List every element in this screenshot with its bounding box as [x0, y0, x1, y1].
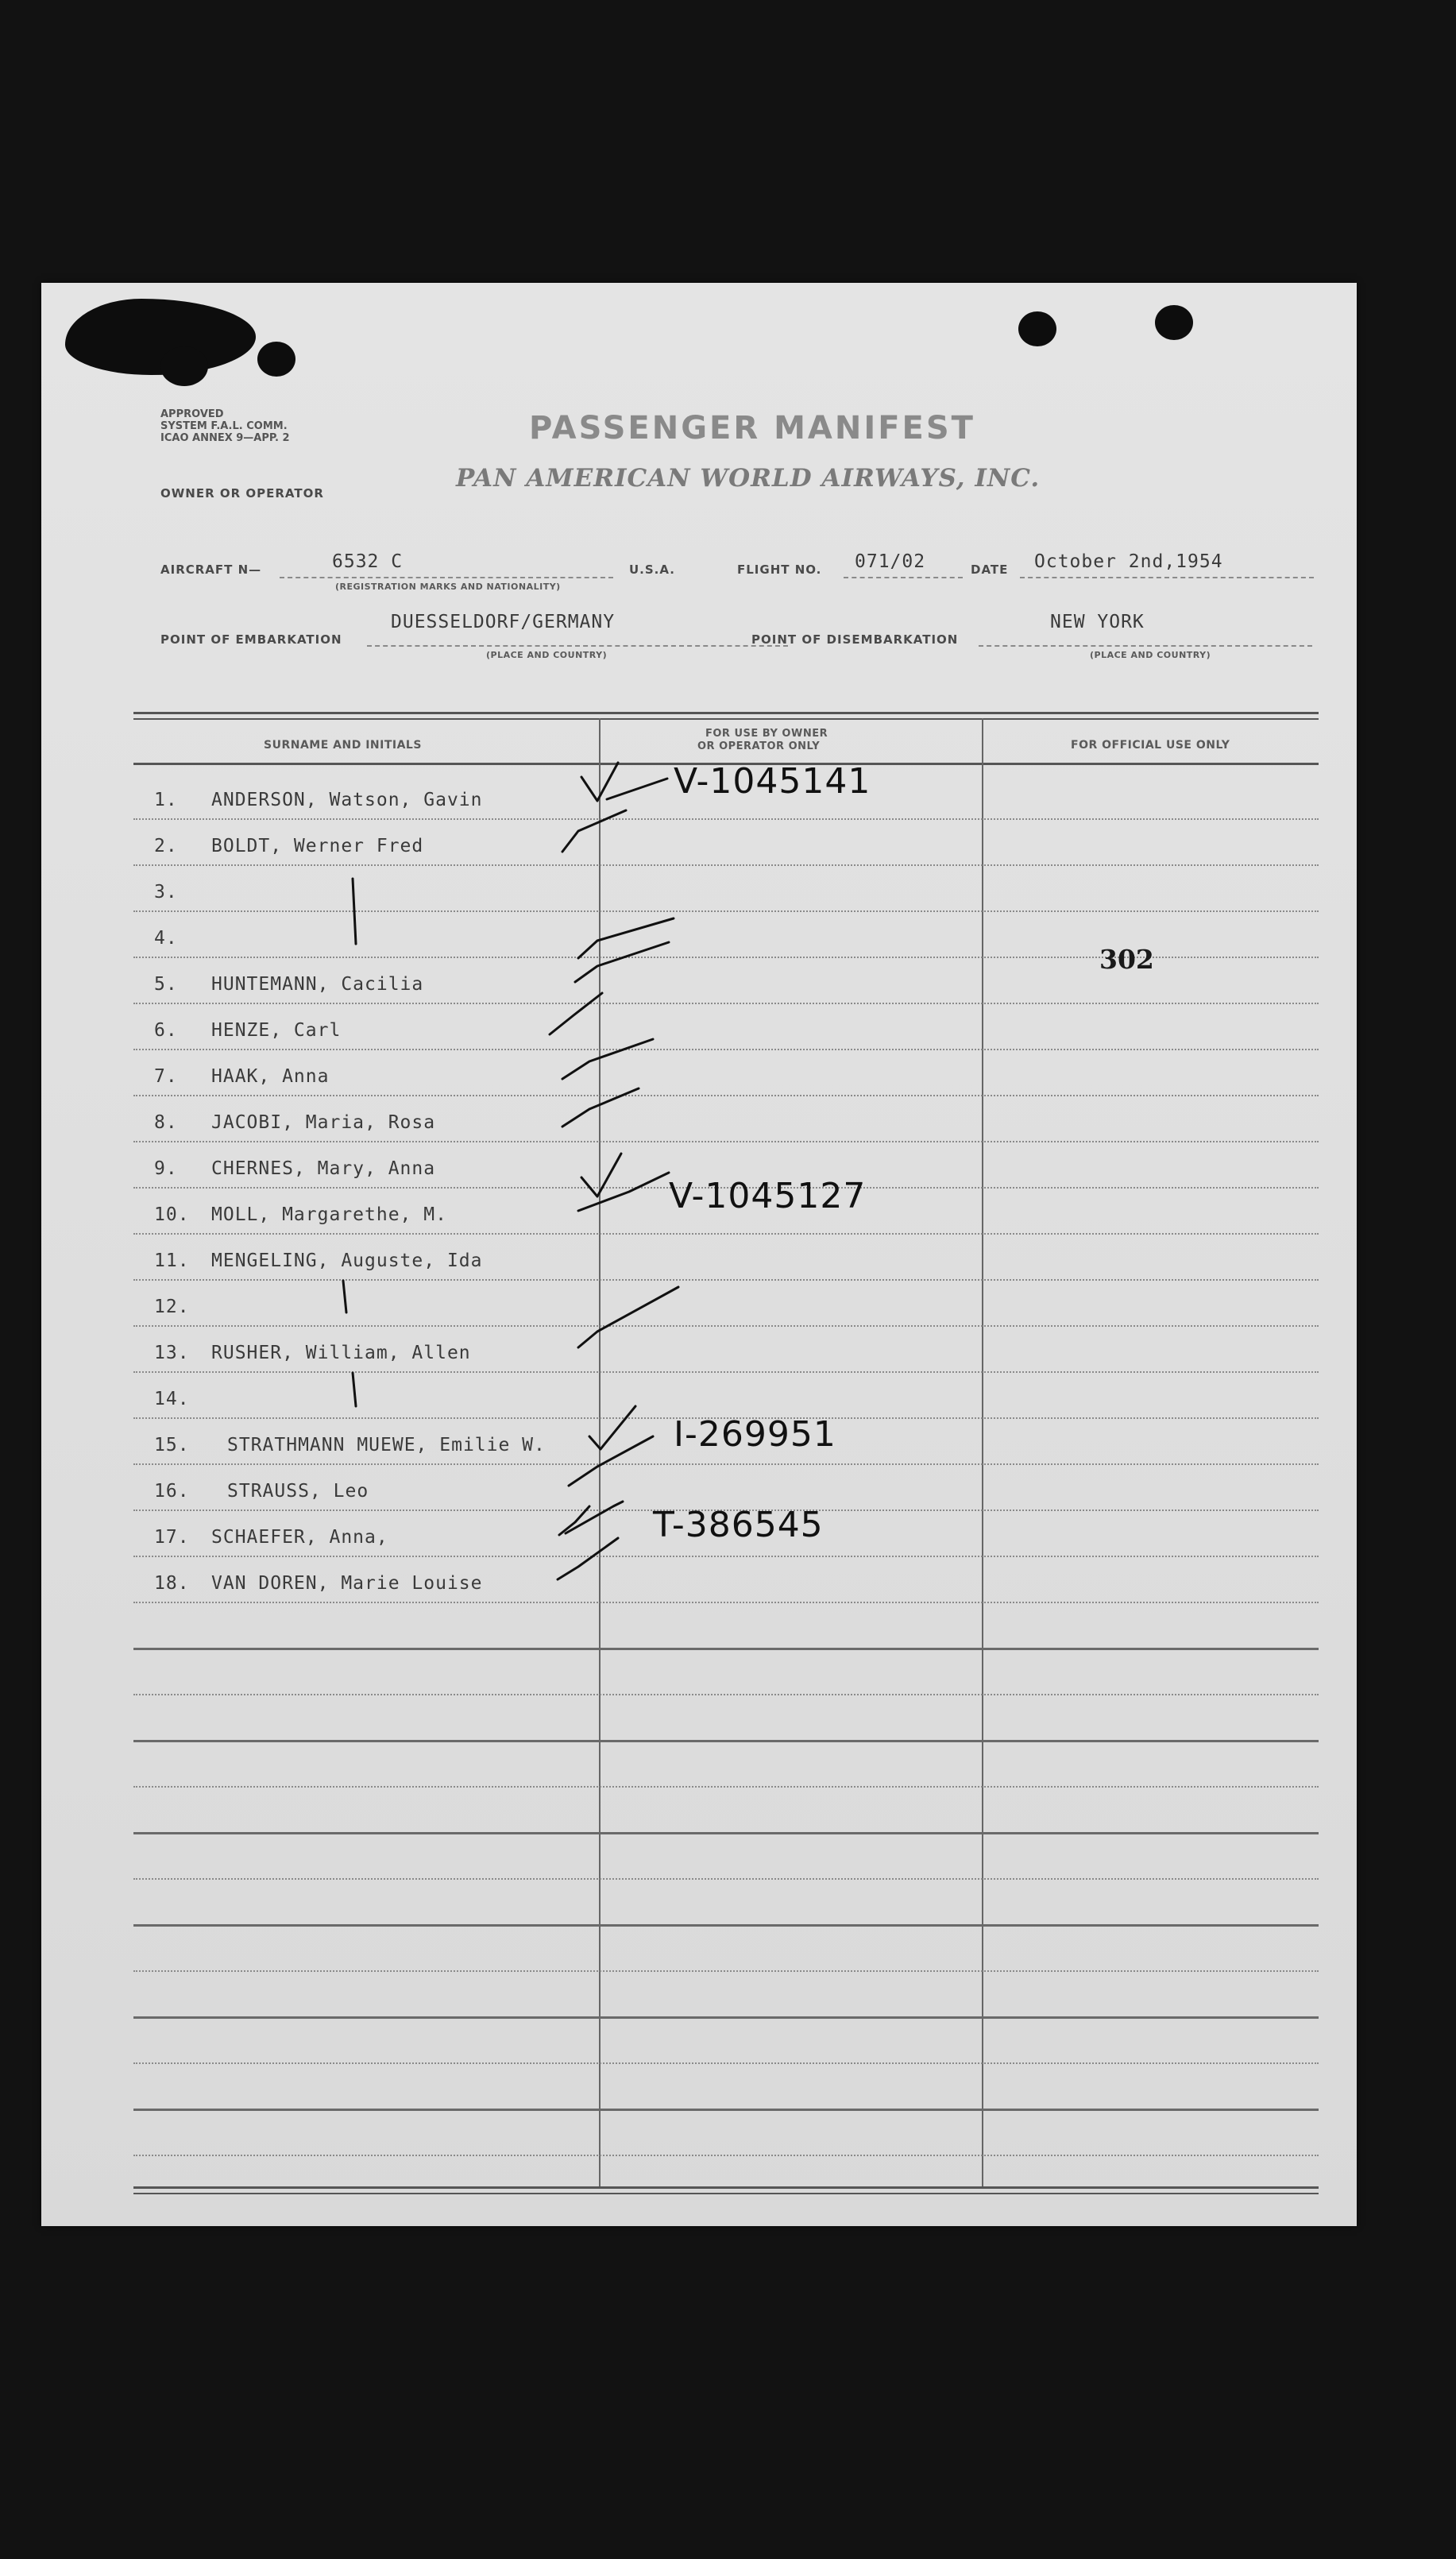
form-title: PASSENGER MANIFEST [529, 410, 975, 446]
checkmark [581, 763, 667, 801]
embarkation-caption: (PLACE AND COUNTRY) [486, 650, 608, 660]
row-number: 8. [154, 1112, 178, 1133]
checkmark [558, 1538, 618, 1579]
manifest-sheet [41, 283, 1357, 2226]
approval-line: ICAO ANNEX 9—APP. 2 [160, 432, 290, 444]
aircraft-value: 6532 C [332, 551, 404, 572]
row-number: 14. [154, 1389, 190, 1409]
passenger-name: RUSHER, William, Allen [211, 1343, 471, 1363]
passenger-name: JACOBI, Maria, Rosa [211, 1112, 436, 1133]
row-number: 15. [154, 1435, 190, 1455]
row-number: 1. [154, 790, 178, 810]
surname-header: SURNAME AND INITIALS [264, 739, 422, 752]
passenger-name: CHERNES, Mary, Anna [211, 1158, 436, 1179]
operator-col-header: FOR USE BY OWNER [705, 728, 828, 740]
row-number: 6. [154, 1020, 178, 1041]
checkmark [569, 1406, 653, 1486]
passenger-name: BOLDT, Werner Fred [211, 836, 424, 856]
tick-stroke [353, 879, 356, 944]
row-number: 5. [154, 974, 178, 995]
row-number: 16. [154, 1481, 190, 1502]
handwritten-note: V-1045127 [669, 1176, 867, 1216]
row-number: 12. [154, 1297, 190, 1317]
aircraft-label: AIRCRAFT N— [160, 562, 262, 577]
flight-value: 071/02 [855, 551, 926, 572]
row-number: 4. [154, 928, 178, 949]
usa-label: U.S.A. [629, 562, 675, 577]
passenger-name: HAAK, Anna [211, 1066, 330, 1087]
operator-col-header: OR OPERATOR ONLY [697, 740, 821, 752]
row-number: 2. [154, 836, 178, 856]
official-col-header: FOR OFFICIAL USE ONLY [1071, 739, 1230, 752]
row-number: 9. [154, 1158, 178, 1179]
approval-line: APPROVED [160, 408, 224, 420]
passenger-name: MENGELING, Auguste, Ida [211, 1251, 483, 1271]
registration-caption: (REGISTRATION MARKS AND NATIONALITY) [335, 582, 561, 592]
checkmark [578, 1154, 669, 1211]
passenger-name: HENZE, Carl [211, 1020, 342, 1041]
passenger-name: ANDERSON, Watson, Gavin [211, 790, 483, 810]
row-number: 3. [154, 882, 178, 903]
row-number: 17. [154, 1527, 190, 1548]
approval-line: SYSTEM F.A.L. COMM. [160, 420, 288, 432]
disembarkation-value: NEW YORK [1050, 612, 1145, 632]
checkmark [578, 918, 674, 958]
flight-label: FLIGHT NO. [737, 562, 822, 577]
disembarkation-caption: (PLACE AND COUNTRY) [1090, 650, 1211, 660]
checkmark [562, 810, 626, 852]
handwritten-note: I-269951 [674, 1414, 836, 1455]
tick-stroke [353, 1373, 356, 1406]
row-number: 11. [154, 1251, 190, 1271]
handwritten-note: T-386545 [653, 1505, 824, 1545]
checkmark [562, 1039, 653, 1079]
passenger-name: MOLL, Margarethe, M. [211, 1204, 447, 1225]
passenger-name: STRATHMANN MUEWE, Emilie W. [227, 1435, 546, 1455]
checkmark [578, 1287, 678, 1347]
disembarkation-label: POINT OF DISEMBARKATION [751, 632, 959, 647]
tick-stroke [343, 1281, 346, 1312]
passenger-name: SCHAEFER, Anna, [211, 1527, 388, 1548]
passenger-name: STRAUSS, Leo [227, 1481, 369, 1502]
official-stamp-number: 302 [1099, 944, 1154, 975]
handwritten-note: V-1045141 [674, 761, 871, 802]
date-label: DATE [971, 562, 1009, 577]
row-number: 7. [154, 1066, 178, 1087]
handwriting-layer [41, 283, 1357, 2226]
row-number: 10. [154, 1204, 190, 1225]
checkmark [562, 1088, 639, 1127]
date-value: October 2nd,1954 [1034, 551, 1223, 572]
embarkation-label: POINT OF EMBARKATION [160, 632, 342, 647]
owner-label: OWNER OR OPERATOR [160, 486, 324, 501]
row-number: 18. [154, 1573, 190, 1594]
passenger-name: HUNTEMANN, Cacilia [211, 974, 424, 995]
checkmark [559, 1502, 623, 1535]
embarkation-value: DUESSELDORF/GERMANY [391, 612, 616, 632]
operator-name: PAN AMERICAN WORLD AIRWAYS, INC. [456, 464, 1041, 493]
passenger-name: VAN DOREN, Marie Louise [211, 1573, 483, 1594]
checkmark [550, 993, 602, 1034]
row-number: 13. [154, 1343, 190, 1363]
